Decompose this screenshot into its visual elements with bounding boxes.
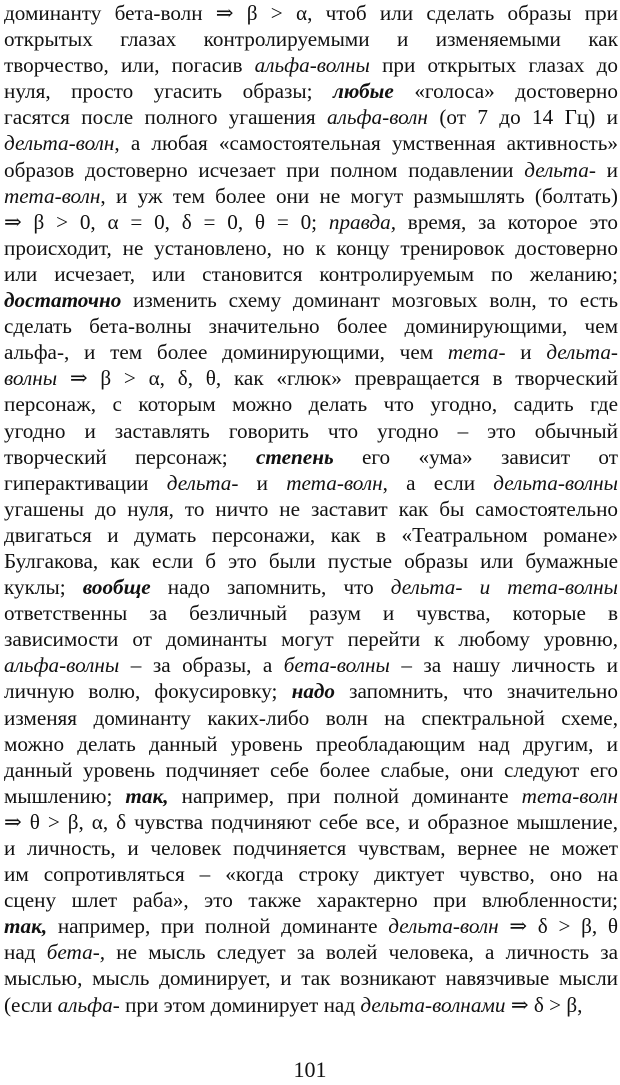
text-segment: и bbox=[238, 470, 287, 495]
italic-text: альфа-волны bbox=[4, 653, 120, 678]
text-line bbox=[4, 444, 618, 470]
text-line bbox=[4, 287, 618, 313]
text-line bbox=[4, 183, 618, 209]
text-segment: и личность, и человек подчиняется чувствам, вернее не может bbox=[4, 836, 618, 860]
text-segment: и bbox=[505, 340, 547, 365]
text-line bbox=[4, 130, 618, 156]
text-segment: мыслью, мысль доминирует, и так возникают навязчивые мысли bbox=[4, 966, 618, 991]
text-segment: двигаться и думать персонажи, как в «Театральном романе» bbox=[4, 522, 618, 547]
text-line bbox=[4, 26, 618, 52]
page-number: 101 bbox=[293, 1057, 327, 1082]
text-segment: например, при полной доминанте bbox=[168, 783, 522, 808]
emphasis-text: любые bbox=[333, 79, 394, 104]
italic-text: бета-волны bbox=[283, 653, 390, 678]
text-line bbox=[4, 548, 618, 574]
text-segment: нуля, просто угасить образы; bbox=[4, 79, 334, 104]
text-line bbox=[4, 757, 618, 783]
italic-text: тета-волн bbox=[521, 783, 618, 808]
italic-text: дельта- bbox=[166, 470, 239, 495]
text-segment: творчество, или, погасив bbox=[4, 53, 255, 78]
italic-text: правда, bbox=[328, 209, 397, 234]
text-segment: , а любая «самостоятельная умственная активность» bbox=[114, 131, 618, 156]
italic-text: дельта- и тета-волны bbox=[390, 575, 618, 600]
text-segment: открытых глазах контролируемыми и изменяемыми как bbox=[4, 27, 618, 52]
emphasis-text: так, bbox=[4, 914, 48, 939]
text-segment: куклы; bbox=[4, 575, 83, 600]
italic-text: дельта- bbox=[524, 157, 596, 182]
text-segment: угашены до нуля, то ничто не заставит как бы самостоятельно bbox=[4, 496, 618, 521]
emphasis-text: степень bbox=[256, 444, 334, 469]
emphasis-text: достаточно bbox=[4, 288, 122, 313]
italic-text: дельта- bbox=[546, 340, 618, 365]
text-line bbox=[4, 574, 618, 600]
text-line bbox=[4, 600, 618, 626]
text-line bbox=[4, 209, 618, 235]
text-line bbox=[4, 522, 618, 548]
text-line bbox=[4, 626, 618, 652]
text-segment: альфа-, и тем более доминирующими, чем bbox=[4, 340, 448, 365]
text-segment: время, за которое это bbox=[396, 209, 618, 234]
text-line bbox=[4, 470, 618, 496]
text-segment: – за образы, а bbox=[119, 653, 284, 678]
text-segment: ⇒ δ > β, θ bbox=[498, 914, 618, 939]
text-segment: можно делать данный уровень преобладающим над другим, и bbox=[4, 731, 618, 756]
text-segment: над bbox=[4, 940, 47, 965]
text-line bbox=[4, 0, 618, 26]
text-segment: персонаж, с которым можно делать что угодно, садить где bbox=[4, 392, 618, 417]
text-segment: личную волю, фокусировку; bbox=[4, 679, 292, 704]
text-line bbox=[4, 652, 618, 678]
text-segment: при открытых глазах до bbox=[369, 53, 618, 78]
text-segment: не мысль следует за волей человека, а личность за bbox=[105, 940, 618, 965]
italic-text: волны bbox=[4, 366, 58, 391]
text-segment: угодно и заставлять говорить что угодно – это обычный bbox=[4, 418, 618, 443]
text-line bbox=[4, 939, 618, 965]
text-line bbox=[4, 965, 618, 991]
italic-text: дельта-волны bbox=[493, 470, 618, 495]
text-segment: изменяя доминанту каких-либо волн на спектральной схеме, bbox=[4, 705, 618, 730]
text-segment: «голоса» достоверно bbox=[393, 79, 618, 104]
text-segment: запомнить, что значительно bbox=[335, 679, 618, 704]
text-segment: при этом доминирует над bbox=[119, 992, 361, 1017]
italic-text: альфа-волн bbox=[327, 105, 428, 130]
text-segment: и bbox=[595, 157, 618, 182]
text-line bbox=[4, 104, 618, 130]
italic-text: альфа- bbox=[57, 992, 120, 1017]
text-line bbox=[4, 992, 618, 1018]
text-segment: гасятся после полного угашения bbox=[4, 105, 328, 130]
italic-text: дельта-волнами bbox=[360, 992, 506, 1017]
text-segment: Булгакова, как если б это были пустые образы или бумажные bbox=[4, 548, 618, 573]
text-line bbox=[4, 809, 618, 835]
text-line bbox=[4, 78, 618, 104]
text-segment: ответственны за безличный разум и чувства, которые в bbox=[4, 601, 618, 626]
text-segment: – за нашу личность и bbox=[389, 653, 618, 678]
text-segment: , и уж тем более они не могут размышлять (болтать) bbox=[100, 183, 618, 208]
text-segment: образов достоверно исчезает при полном подавлении bbox=[4, 157, 525, 182]
italic-text: альфа-волны bbox=[254, 53, 370, 78]
italic-text: тета- bbox=[447, 340, 506, 365]
text-segment: например, при полной доминанте bbox=[47, 914, 389, 939]
text-segment: надо запомнить, что bbox=[150, 575, 391, 600]
text-line bbox=[4, 365, 618, 391]
text-segment: , а если bbox=[382, 470, 494, 495]
text-line bbox=[4, 496, 618, 522]
text-segment: им сопротивляться – «когда строку диктует чувство, оно на bbox=[4, 862, 618, 887]
italic-text: дельта-волн bbox=[4, 131, 115, 156]
text-segment: ⇒ θ > β, α, δ чувства подчиняют себе все, и образное мышление, bbox=[4, 809, 618, 834]
text-segment: доминанту бета-волн ⇒ β > α, чтоб или сделать образы при bbox=[4, 1, 618, 25]
text-segment: происходит, не установлено, но к концу тренировок достоверно bbox=[4, 235, 618, 260]
text-segment: (если bbox=[4, 992, 58, 1017]
text-segment: зависимости от доминанты могут перейти к любому уровню, bbox=[4, 627, 618, 652]
text-line bbox=[4, 157, 618, 183]
text-line bbox=[4, 418, 618, 444]
text-line bbox=[4, 391, 618, 417]
text-line bbox=[4, 731, 618, 757]
text-line bbox=[4, 783, 618, 809]
emphasis-text: так, bbox=[125, 783, 169, 808]
text-segment: мышлению; bbox=[4, 783, 126, 808]
text-line bbox=[4, 235, 618, 261]
text-segment: изменить схему доминант мозговых волн, то есть bbox=[121, 288, 618, 313]
text-segment: сделать бета-волны значительно более доминирующими, чем bbox=[4, 314, 618, 339]
text-segment: творческий персонаж; bbox=[4, 444, 256, 469]
text-segment: гиперактивации bbox=[4, 470, 167, 495]
text-segment: ⇒ δ > β, bbox=[505, 992, 583, 1017]
text-line bbox=[4, 861, 618, 887]
text-segment: данный уровень подчиняет себе более слабые, они следуют его bbox=[4, 757, 618, 782]
text-line bbox=[4, 913, 618, 939]
text-segment: ⇒ β > 0, α = 0, δ = 0, θ = 0; bbox=[4, 209, 329, 234]
text-segment: сцену шлет раба», это также характерно при влюбленности; bbox=[4, 888, 618, 913]
emphasis-text: надо bbox=[291, 679, 336, 704]
italic-text: тета-волн bbox=[286, 470, 383, 495]
text-line bbox=[4, 261, 618, 287]
text-segment: или исчезает, или становится контролируемым по желанию; bbox=[4, 261, 618, 286]
emphasis-text: вообще bbox=[82, 575, 151, 600]
italic-text: тета-волн bbox=[4, 183, 101, 208]
text-line bbox=[4, 52, 618, 78]
text-line bbox=[4, 339, 618, 365]
body-text bbox=[4, 0, 618, 1018]
text-line bbox=[4, 705, 618, 731]
text-line bbox=[4, 887, 618, 913]
italic-text: бета-, bbox=[46, 940, 106, 965]
text-line bbox=[4, 835, 618, 861]
text-line bbox=[4, 678, 618, 704]
text-line bbox=[4, 313, 618, 339]
italic-text: дельта-волн bbox=[388, 914, 499, 939]
text-segment: его «ума» зависит от bbox=[333, 444, 618, 469]
text-segment: (от 7 до 14 Гц) и bbox=[427, 105, 618, 130]
text-segment: ⇒ β > α, δ, θ, как «глюк» превращается в творческий bbox=[57, 366, 618, 391]
